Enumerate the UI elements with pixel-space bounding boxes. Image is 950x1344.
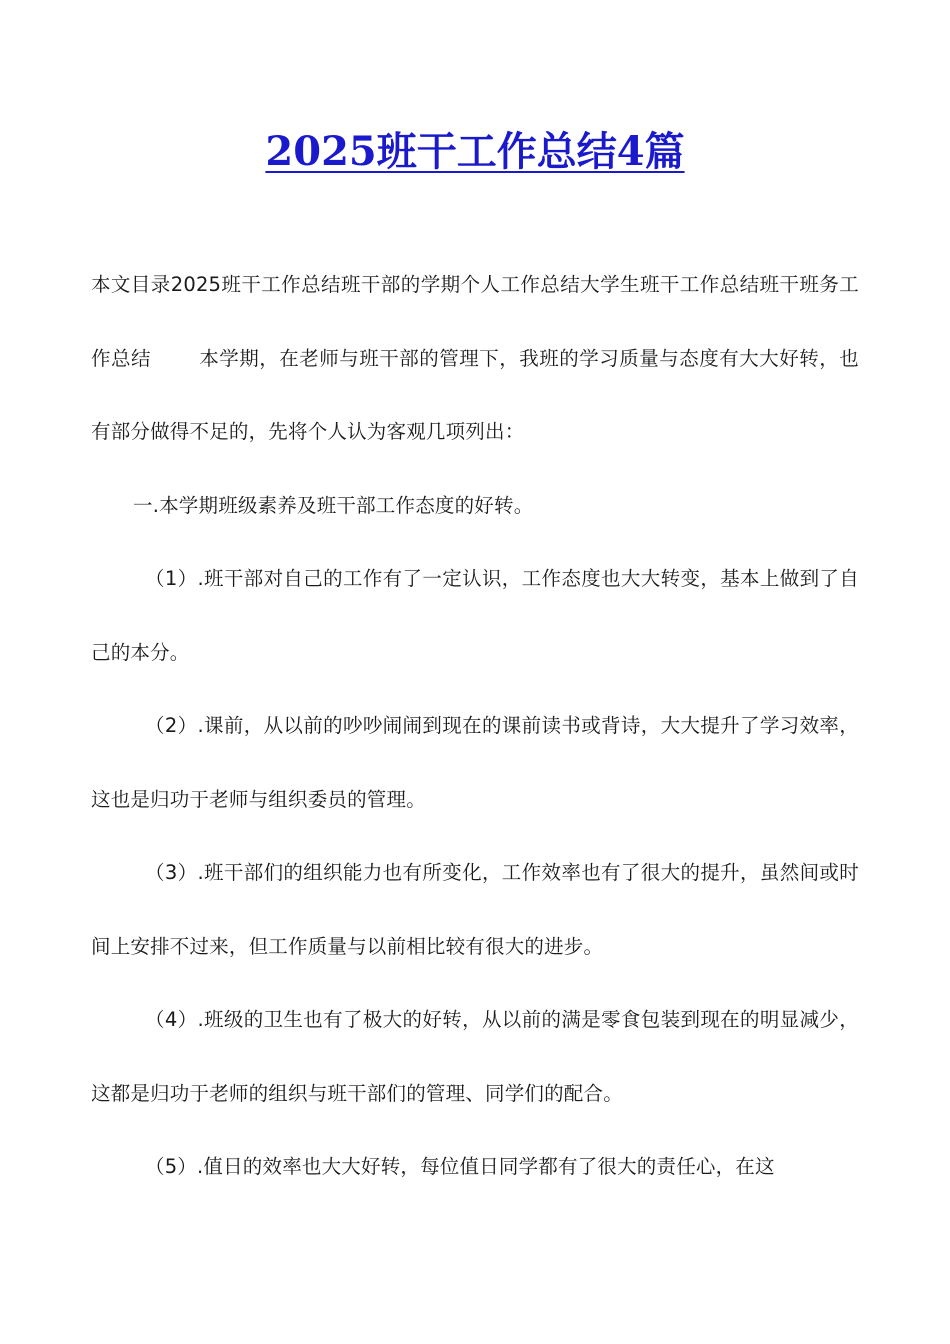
list-item: （2）.课前，从以前的吵吵闹闹到现在的课前读书或背诗，大大提升了学习效率，这也是归功于老师与组织委员的管理。 [91, 714, 859, 811]
list-item: （4）.班级的卫生也有了极大的好转，从以前的满是零食包装到现在的明显减少，这都是归功于老师的组织与班干部们的管理、同学们的配合。 [91, 1008, 859, 1105]
document-title-link[interactable]: 2025班干工作总结4篇 [265, 128, 685, 175]
intro-paragraph [91, 248, 859, 469]
section-heading: 一.本学期班级素养及班干部工作态度的好转。 [133, 493, 534, 517]
intro-text: 本学期，在老师与班干部的管理下，我班的学习质量与态度有大大好转，也有部分做得不足的，先将个人认为客观几项列出： [91, 346, 859, 443]
list-item: （5）.值日的效率也大大好转，每位值日同学都有了很大的责任心，在这 [145, 1155, 775, 1178]
document-body [91, 248, 859, 1204]
list-item: （3）.班干部们的组织能力也有所变化，工作效率也有了很大的提升，虽然间或时间上安排不过来，但工作质量与以前相比较有很大的进步。 [91, 861, 859, 958]
table-of-contents-text: 本文目录2025班干工作总结班干部的学期个人工作总结大学生班干工作总结班干班务工作总结 [91, 273, 859, 370]
list-item: （1）.班干部对自己的工作有了一定认识，工作态度也大大转变，基本上做到了自己的本分。 [91, 567, 859, 664]
